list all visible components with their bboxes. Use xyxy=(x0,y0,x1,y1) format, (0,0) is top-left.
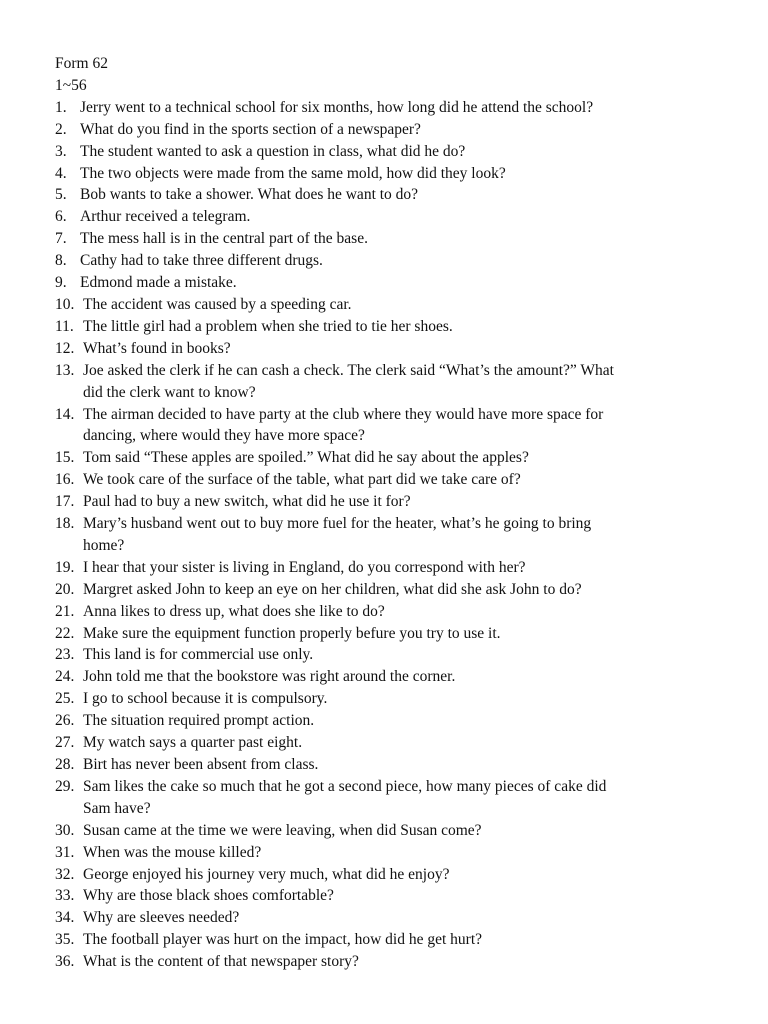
question-item xyxy=(55,732,715,754)
question-range: 1~56 xyxy=(55,76,87,94)
question-number: 16. xyxy=(55,471,75,489)
question-text: Margret asked John to keep an eye on her children, what did she ask John to do? xyxy=(83,580,582,598)
question-number: 29. xyxy=(55,777,75,795)
question-item xyxy=(55,316,715,338)
question-item xyxy=(55,644,715,666)
question-number: 35. xyxy=(55,931,75,949)
question-text: John told me that the bookstore was right around the corner. xyxy=(83,668,456,686)
question-text: Cathy had to take three different drugs. xyxy=(80,252,323,270)
question-text: Susan came at the time we were leaving, when did Susan come? xyxy=(83,821,482,839)
question-text: George enjoyed his journey very much, what did he enjoy? xyxy=(83,865,450,883)
question-text: I hear that your sister is living in England, do you correspond with her? xyxy=(83,558,526,576)
question-number: 4. xyxy=(55,164,67,182)
question-text: Jerry went to a technical school for six months, how long did he attend the school? xyxy=(80,98,594,116)
question-item xyxy=(55,338,715,360)
question-number: 11. xyxy=(55,317,74,335)
question-text: Joe asked the clerk if he can cash a check. The clerk said “What’s the amount?” What xyxy=(83,361,614,379)
question-number: 36. xyxy=(55,953,75,971)
document-body xyxy=(55,53,715,973)
question-number: 5. xyxy=(55,186,67,204)
question-text: Anna likes to dress up, what does she like to do? xyxy=(83,602,385,620)
question-text: What do you find in the sports section of a newspaper? xyxy=(80,120,421,138)
question-item xyxy=(55,228,715,250)
question-number: 6. xyxy=(55,208,67,226)
question-number: 27. xyxy=(55,734,75,752)
question-item xyxy=(55,119,715,141)
question-text: My watch says a quarter past eight. xyxy=(83,734,303,752)
question-number: 30. xyxy=(55,821,75,839)
question-item xyxy=(55,184,715,206)
question-item xyxy=(55,141,715,163)
question-number: 13. xyxy=(55,361,75,379)
question-text: Make sure the equipment function properly befure you try to use it. xyxy=(83,624,501,642)
question-text: Why are those black shoes comfortable? xyxy=(83,887,334,905)
question-item xyxy=(55,864,715,886)
question-item xyxy=(55,206,715,228)
question-number: 34. xyxy=(55,909,75,927)
question-text-continuation: dancing, where would they have more space? xyxy=(83,427,365,445)
question-item xyxy=(55,579,715,601)
question-number: 7. xyxy=(55,230,67,248)
question-text: I go to school because it is compulsory. xyxy=(83,690,328,708)
question-text: The two objects were made from the same mold, how did they look? xyxy=(80,164,506,182)
question-text: We took care of the surface of the table, what part did we take care of? xyxy=(83,471,521,489)
question-item xyxy=(55,513,715,557)
question-item xyxy=(55,97,715,119)
question-number: 17. xyxy=(55,493,75,511)
question-number: 21. xyxy=(55,602,75,620)
question-list xyxy=(55,97,715,973)
question-number: 1. xyxy=(55,98,67,116)
question-number: 15. xyxy=(55,449,75,467)
question-number: 25. xyxy=(55,690,75,708)
question-text-continuation: Sam have? xyxy=(83,799,151,817)
question-item xyxy=(55,885,715,907)
question-text: The situation required prompt action. xyxy=(83,712,315,730)
question-item xyxy=(55,447,715,469)
question-text: The airman decided to have party at the club where they would have more space for xyxy=(83,405,604,423)
question-text: Arthur received a telegram. xyxy=(80,208,251,226)
question-item xyxy=(55,907,715,929)
question-number: 22. xyxy=(55,624,75,642)
question-text: The accident was caused by a speeding car. xyxy=(83,295,352,313)
question-item xyxy=(55,491,715,513)
question-text: Birt has never been absent from class. xyxy=(83,756,319,773)
question-item xyxy=(55,404,715,448)
question-number: 20. xyxy=(55,580,75,598)
question-item xyxy=(55,820,715,842)
question-text: Why are sleeves needed? xyxy=(83,909,240,927)
question-number: 14. xyxy=(55,405,75,423)
question-item xyxy=(55,776,715,820)
question-number: 2. xyxy=(55,120,67,138)
question-number: 19. xyxy=(55,558,75,576)
question-text-continuation: home? xyxy=(83,536,125,554)
question-item xyxy=(55,360,715,404)
question-text: Paul had to buy a new switch, what did he use it for? xyxy=(83,493,411,511)
question-number: 3. xyxy=(55,142,67,160)
question-number: 12. xyxy=(55,339,75,357)
question-number: 33. xyxy=(55,887,75,905)
question-number: 8. xyxy=(55,252,67,270)
question-text: Bob wants to take a shower. What does he want to do? xyxy=(80,186,419,204)
question-text: The little girl had a problem when she tried to tie her shoes. xyxy=(83,317,453,335)
question-number: 32. xyxy=(55,865,75,883)
question-text: The student wanted to ask a question in class, what did he do? xyxy=(80,142,466,160)
question-number: 18. xyxy=(55,515,75,533)
question-text: Edmond made a mistake. xyxy=(80,274,237,292)
question-item xyxy=(55,666,715,688)
question-item xyxy=(55,754,715,776)
question-item xyxy=(55,469,715,491)
question-number: 9. xyxy=(55,274,67,292)
question-text: What’s found in books? xyxy=(83,339,231,357)
question-number: 10. xyxy=(55,295,75,313)
question-item xyxy=(55,250,715,272)
question-item xyxy=(55,710,715,732)
question-item xyxy=(55,163,715,185)
question-number: 31. xyxy=(55,843,75,861)
question-text: The football player was hurt on the impact, how did he get hurt? xyxy=(83,931,483,949)
question-text: The mess hall is in the central part of the base. xyxy=(80,230,368,248)
question-number: 23. xyxy=(55,646,75,664)
question-text: Sam likes the cake so much that he got a second piece, how many pieces of cake did xyxy=(83,777,607,795)
question-text: Tom said “These apples are spoiled.” What did he say about the apples? xyxy=(83,449,529,467)
question-text: Mary’s husband went out to buy more fuel for the heater, what’s he going to bring xyxy=(83,515,592,533)
question-item xyxy=(55,623,715,645)
question-item xyxy=(55,601,715,623)
question-number: 24. xyxy=(55,668,75,686)
question-item xyxy=(55,294,715,316)
question-item xyxy=(55,272,715,294)
question-text: What is the content of that newspaper story? xyxy=(83,953,359,971)
question-item xyxy=(55,557,715,579)
question-text: This land is for commercial use only. xyxy=(83,646,314,664)
question-number: 26. xyxy=(55,712,75,730)
question-item xyxy=(55,842,715,864)
question-item xyxy=(55,688,715,710)
form-title: Form 62 xyxy=(55,55,108,72)
question-text-continuation: did the clerk want to know? xyxy=(83,383,256,401)
question-item xyxy=(55,929,715,951)
question-item xyxy=(55,951,715,973)
question-text: When was the mouse killed? xyxy=(83,843,262,861)
question-number: 28. xyxy=(55,756,75,773)
